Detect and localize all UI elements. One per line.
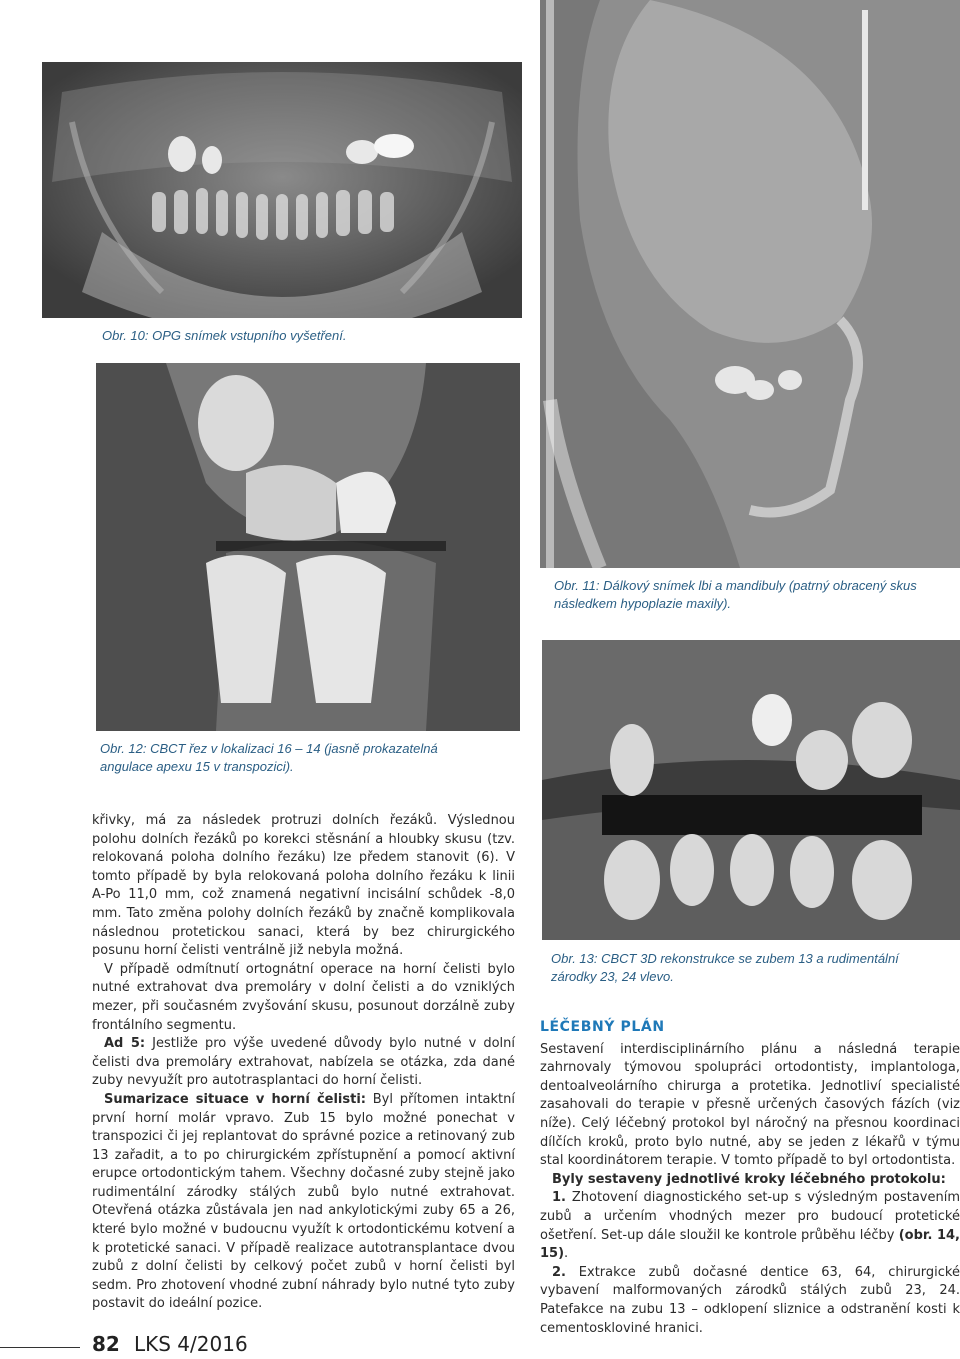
left-text-column: [92, 812, 515, 1314]
right-text-column: [540, 1018, 960, 1338]
section-heading: LÉČEBNÝ PLÁN: [540, 1019, 665, 1035]
cbct-slice-image: [96, 363, 520, 731]
cephalometric-radiograph-image: [540, 0, 960, 568]
body-paragraph: křivky, má za následek protruzi dolních řezáků. Výslednou polohu dolních řezáků po korekci stěsnání a hloubky skusu (tzv. relokovaná poloha dolního řezáku) lze předem stanovit (6). V tomto případě by byla relokovaná poloha dolního řezáku k linii A-Po 11,0 mm, což znamená negativní incisální schůdek -8,0 mm. Tato změna polohy dolních řezáků by značně komplikovala následnou protetickou sanaci, která by bez chirurgického posunu horní čelisti ventrálně již nebyla možná.: [92, 813, 515, 959]
step-number: 1.: [552, 1190, 566, 1206]
figure-11-caption: Obr. 11: Dálkový snímek lbi a mandibuly (patrný obracený skus následkem hypoplazie maxily).: [554, 578, 917, 611]
page-number: 82: [92, 1332, 120, 1356]
opg-radiograph-image: [42, 62, 522, 318]
figure-reference: (obr. 14, 15): [540, 1227, 960, 1262]
page-footer: [0, 1326, 300, 1359]
protocol-step: 2. Extrakce zubů dočasné dentice 63, 64, chirurgické vybavení malformovaných zárodků stálých zubů 23, 24. Patefakce na zubu 13 – odklopení sliznice a odstranění kosti k cementoskloviné hranici.: [540, 1264, 960, 1336]
protocol-step: 1. Zhotovení diagnostického set-up s výsledným postavením zubů a určením vhodných mezer pro budoucí protetické ošetření. Set-up dále sloužil ke kontrole průběhu léčby (obr. 14, 15).: [540, 1190, 960, 1262]
body-paragraph: Sumarizace situace v horní čelisti: Byl přítomen intaktní první horní molár vpravo. Zub 15 bylo možné ponechat v transpozici či jej replantovat do správné pozice a retinovaný zub 13 zařadit, a to po chirurgickém zpřístupnění a pomocí aktivní erupce ortodontickým tahem. Všechny dočasné zuby stejně jako rudimentální zárodky stálých zubů bylo nutné extrahovat. Otevřená otázka zůstávala jen nad ankylotickými zuby 65 a 26, které bylo možné v budoucnu využít k ortodontickému kotvení a k protetické sanaci. V případě realizace autotransplantace dvou zubů z dolní čelisti by celkový počet zubů v horní čelisti byl sedm. Pro zhotovení vhodné zubní náhrady bylo nutné tyto zuby postavit do ideální pozice.: [92, 1091, 515, 1312]
cbct-3d-reconstruction-image: [542, 640, 960, 940]
body-paragraph: V případě odmítnutí ortognátní operace na horní čelisti bylo nutné extrahovat dva premoláry v dolní čelisti a do vzniklých mezer, při současném zvyšování skusu, posunout dorzálně zuby frontálního segmentu.: [92, 961, 515, 1033]
step-number: 2.: [552, 1264, 566, 1280]
paragraph-lead: Sumarizace situace v horní čelisti:: [104, 1091, 366, 1107]
body-paragraph: Ad 5: Jestliže pro výše uvedené důvody bylo nutné v dolní čelisti dva premoláry extrahovat, nabízela se otázka, zda dané zuby nevyužít pro autotrasplantaci do horní čelisti.: [92, 1036, 515, 1089]
figure-13-caption: Obr. 13: CBCT 3D rekonstrukce se zubem 13 a rudimentální zárodky 23, 24 vlevo.: [551, 951, 899, 984]
list-title: Byly sestaveny jednotlivé kroky léčebného protokolu:: [552, 1171, 946, 1187]
paragraph-lead: Ad 5:: [104, 1036, 146, 1052]
figure-10-caption: Obr. 10: OPG snímek vstupního vyšetření.: [102, 328, 347, 343]
journal-name: LKS 4/2016: [134, 1332, 248, 1356]
figure-12-caption: Obr. 12: CBCT řez v lokalizaci 16 – 14 (jasně prokazatelná angulace apexu 15 v transpozici).: [100, 741, 438, 774]
body-paragraph: Sestavení interdisciplinárního plánu a následná terapie zahrnovaly týmovou spolupráci ortodontisty, implantologa, dentoalveolárního chirurga a protetika. Jednotliví specialisté zasahovali do terapie v přesně určených časových fázích (viz níže). Celý léčebný protokol byl náročný na přesnou koordinaci dílčích kroků, proto bylo nutné, aby se jeden z lékařů v týmu stal koordinátorem terapie. V tomto případě to byl ortodontista.: [540, 1041, 960, 1169]
footer-rule: [0, 1347, 80, 1348]
